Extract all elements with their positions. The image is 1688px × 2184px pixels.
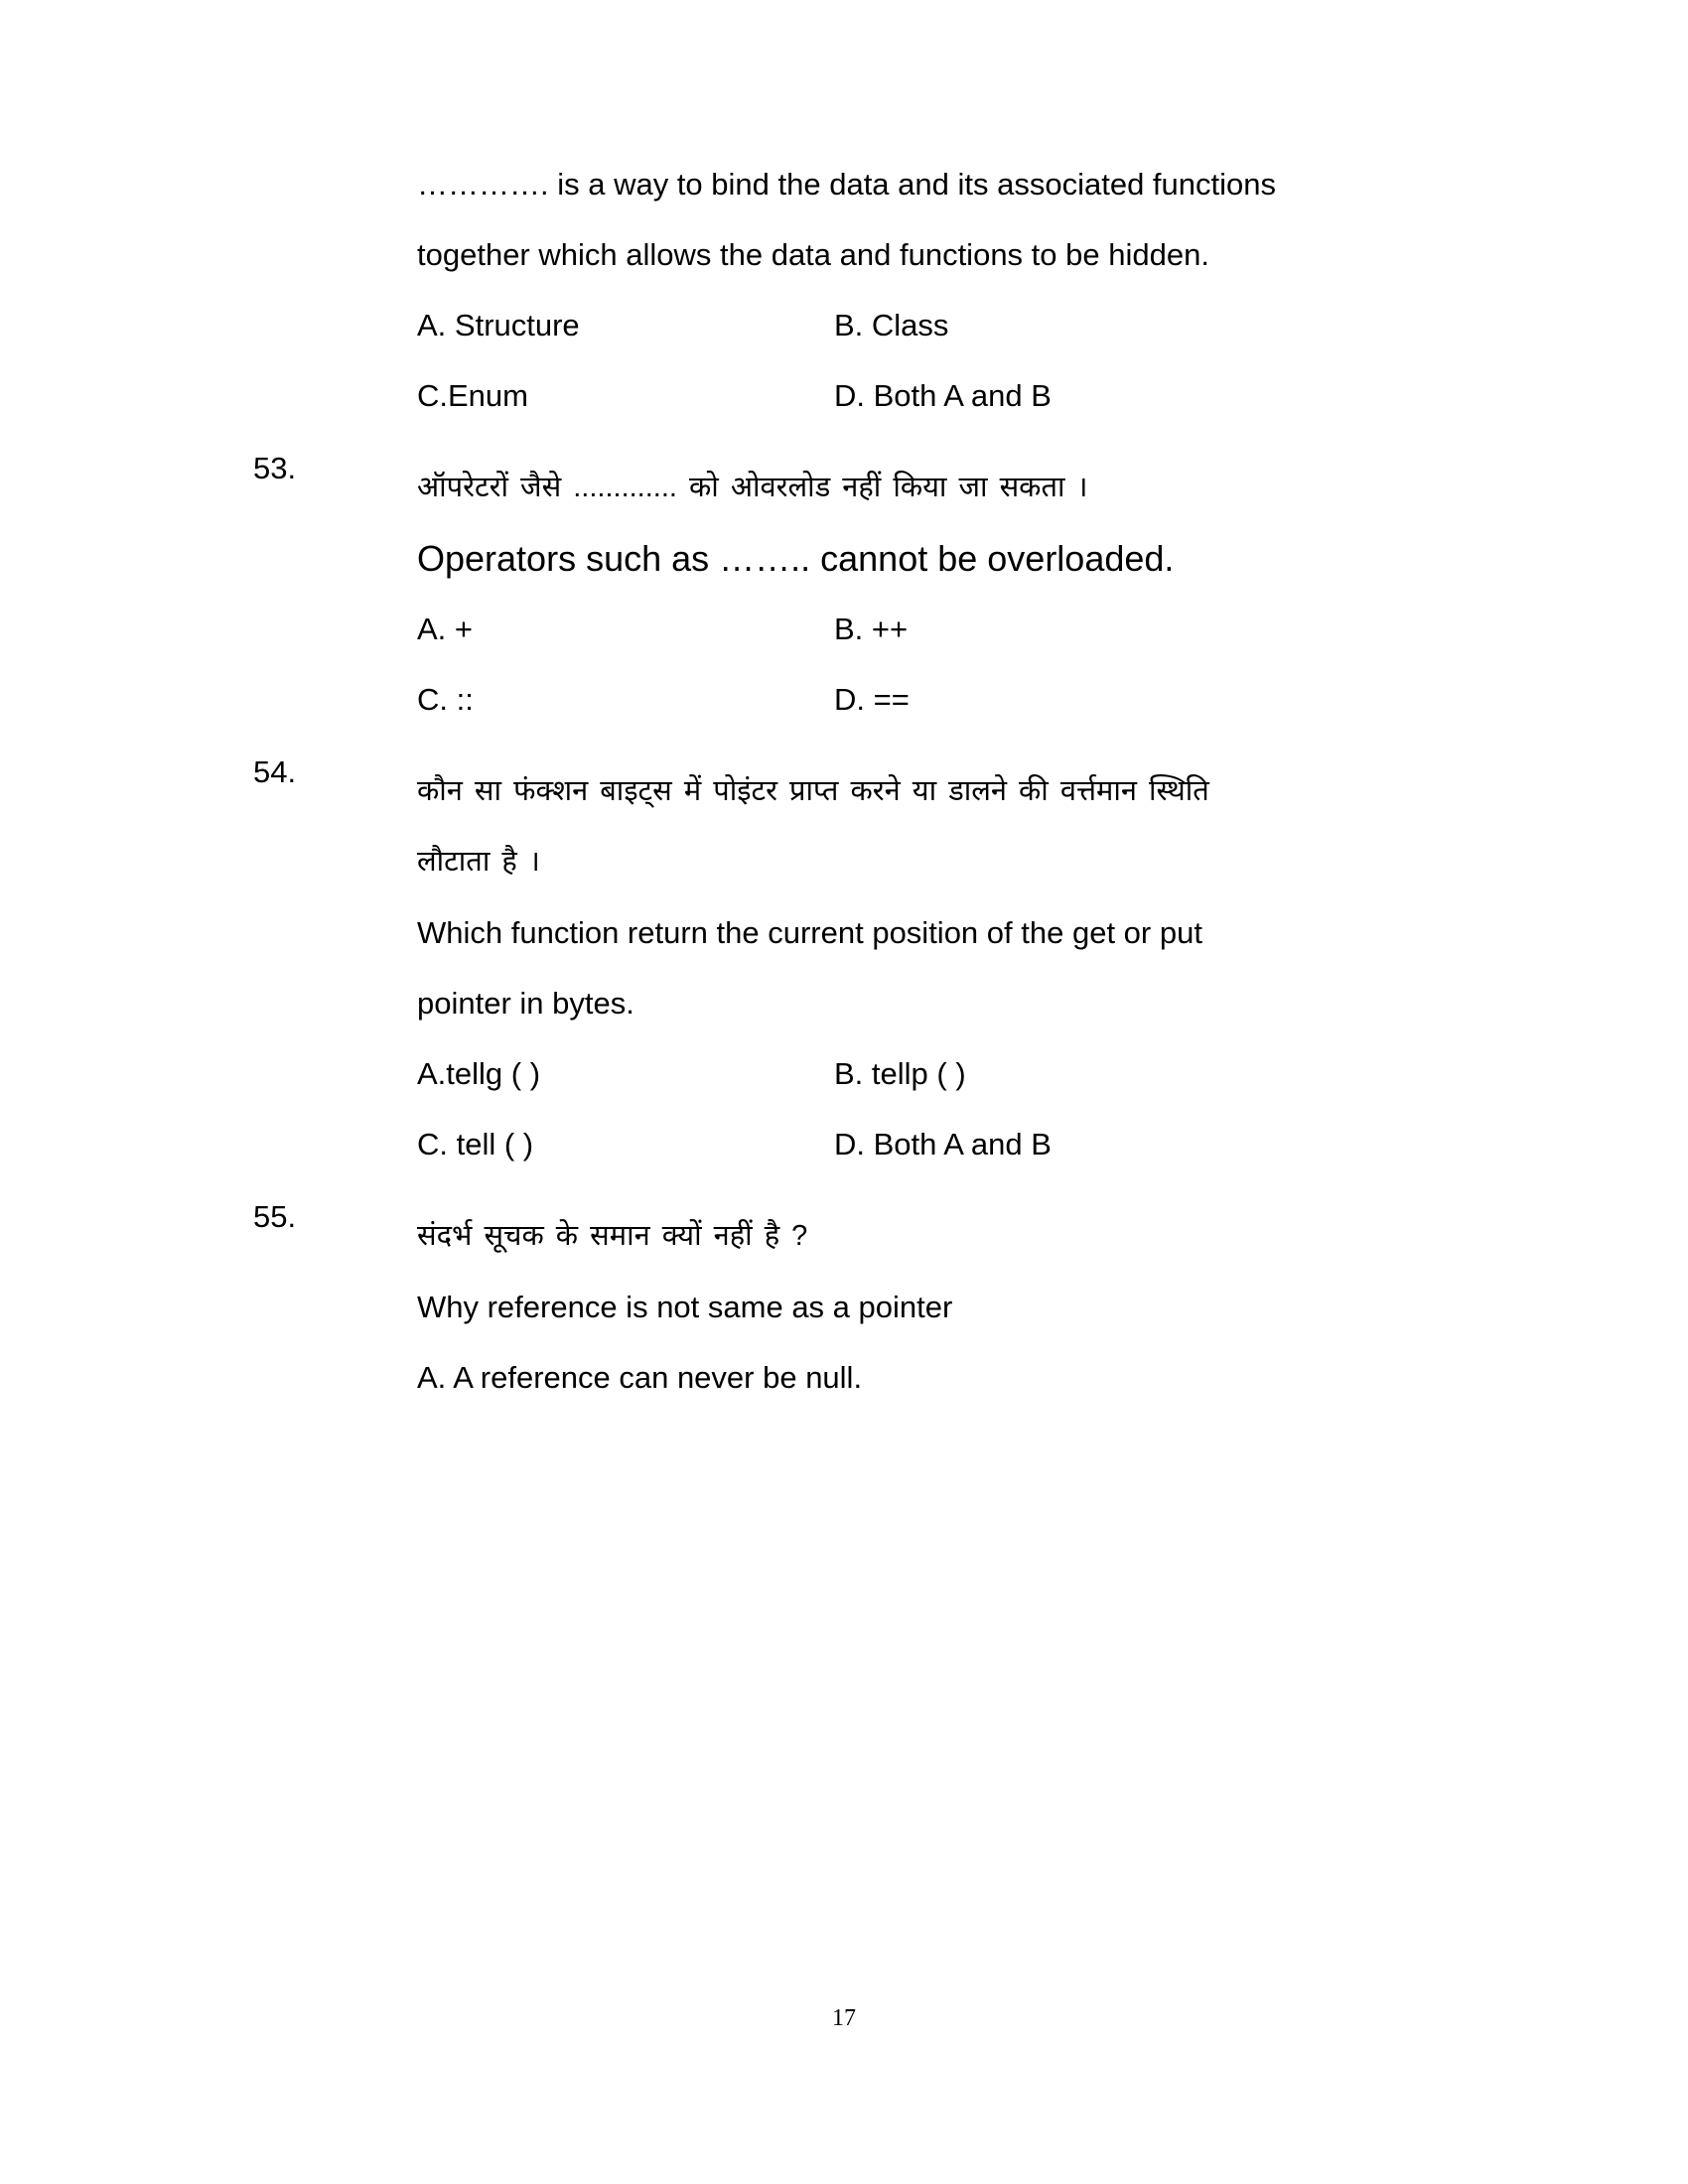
question-stem-en-53: Operators such as …….. cannot be overloaded. <box>417 538 1175 579</box>
option-a[interactable]: A. A reference can never be null. <box>417 1360 863 1395</box>
option-row <box>417 1342 1440 1413</box>
question-body-54 <box>417 756 1440 1179</box>
question-stem-hi-54-line1: कौन सा फंक्शन बाइट्स में पोइंटर प्राप्त करने या डालने की वर्त्तमान स्थिति <box>417 775 1209 807</box>
option-d[interactable]: D. == <box>834 682 910 717</box>
question-body <box>417 149 1440 431</box>
option-c[interactable]: C.Enum <box>417 378 528 413</box>
question-block-55 <box>253 1201 1445 1413</box>
question-number-54: 54. <box>253 754 297 789</box>
question-stem-en-54-line1: Which function return the current position of the get or put <box>417 915 1202 950</box>
option-c[interactable]: C. tell ( ) <box>417 1127 534 1161</box>
page-content <box>253 149 1445 1413</box>
option-row <box>417 594 1440 664</box>
option-row <box>417 290 1440 360</box>
option-row <box>417 360 1440 431</box>
question-stem-en-55: Why reference is not same as a pointer <box>417 1290 953 1324</box>
page-number: 17 <box>832 2005 856 2031</box>
option-row <box>417 1109 1440 1179</box>
option-c[interactable]: C. :: <box>417 682 474 717</box>
question-stem-en-54-line2: pointer in bytes. <box>417 986 634 1021</box>
option-b[interactable]: B. tellp ( ) <box>834 1056 966 1091</box>
option-b[interactable]: B. Class <box>834 308 949 342</box>
question-body-53 <box>417 453 1440 735</box>
question-block-54 <box>253 756 1445 1179</box>
question-stem-hi-55: संदर्भ सूचक के समान क्यों नहीं है ? <box>417 1220 808 1252</box>
question-stem-hi-54-line2: लौटाता है । <box>417 846 540 878</box>
block-spacer <box>253 735 1445 756</box>
option-d[interactable]: D. Both A and B <box>834 1127 1052 1161</box>
question-block-52 <box>253 149 1445 431</box>
option-a[interactable]: A. + <box>417 612 474 646</box>
question-stem-hi-53: ऑपरेटरों जैसे ............. को ओवरलोड नहीं किया जा सकता । <box>417 472 1088 503</box>
option-a[interactable]: A.tellg ( ) <box>417 1056 541 1091</box>
question-number-53: 53. <box>253 451 297 485</box>
question-block-53 <box>253 453 1445 735</box>
block-spacer <box>253 431 1445 453</box>
question-body-55 <box>417 1201 1440 1413</box>
option-row <box>417 664 1440 735</box>
option-a[interactable]: A. Structure <box>417 308 580 342</box>
option-b[interactable]: B. ++ <box>834 612 909 646</box>
question-stem-en-line2: together which allows the data and functions to be hidden. <box>417 237 1209 272</box>
option-d[interactable]: D. Both A and B <box>834 378 1052 413</box>
question-stem-en-line1: …………. is a way to bind the data and its associated functions <box>417 167 1277 202</box>
question-number-55: 55. <box>253 1199 297 1234</box>
option-row <box>417 1038 1440 1109</box>
block-spacer <box>253 1179 1445 1201</box>
